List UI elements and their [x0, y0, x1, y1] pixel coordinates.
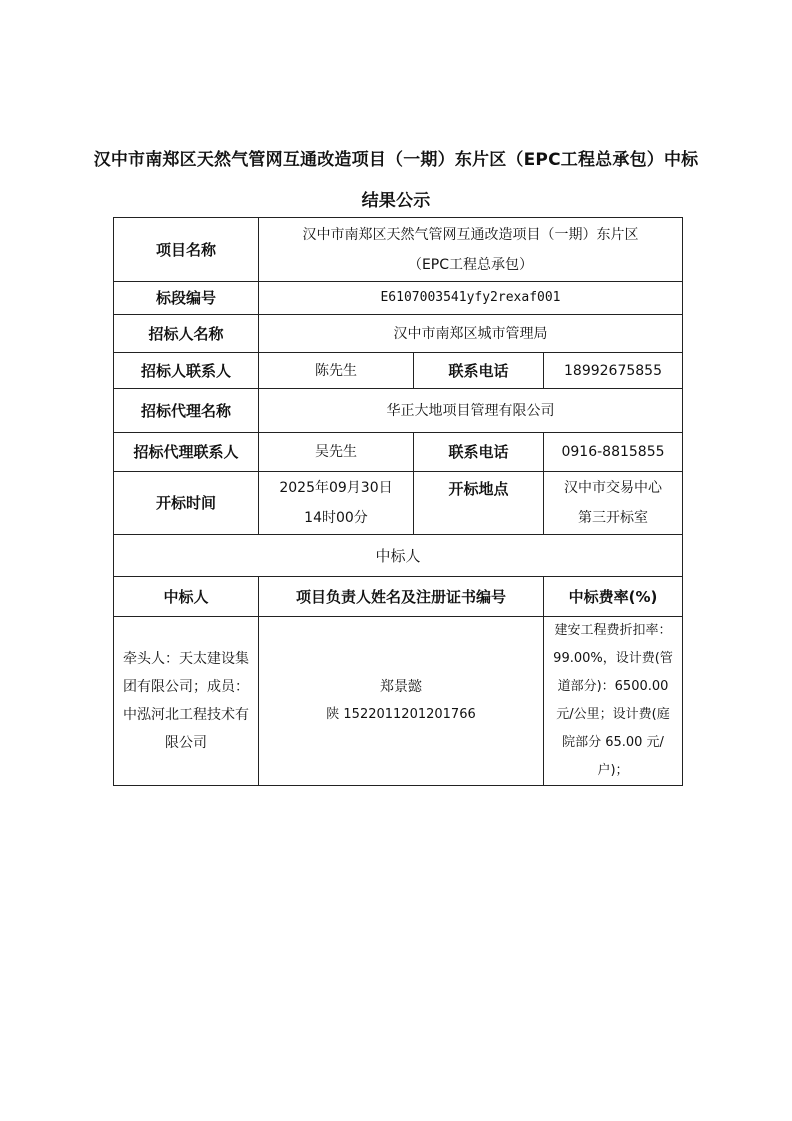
agent-contact-label: 招标代理联系人	[114, 433, 259, 472]
tenderer-contact-value: 陈先生	[259, 353, 414, 389]
section-code-label: 标段编号	[114, 282, 259, 315]
open-place-value	[544, 472, 683, 535]
table-row	[114, 282, 683, 315]
table-row	[114, 353, 683, 389]
open-time-value	[259, 472, 414, 535]
project-name-line2: （EPC工程总承包）	[407, 256, 534, 273]
winner-line: 限公司	[165, 735, 207, 751]
open-time-line1: 2025年09月30日	[279, 480, 393, 496]
col-fee-header: 中标费率(%)	[544, 577, 683, 617]
page-title: 汉中市南郑区天然气管网互通改造项目（一期）东片区（EPC工程总承包）中标	[93, 150, 699, 170]
agent-phone-value: 0916-8815855	[544, 433, 683, 472]
table-row	[114, 433, 683, 472]
project-name-line1: 汉中市南郑区天然气管网互通改造项目（一期）东片区	[302, 226, 639, 243]
table-row	[114, 315, 683, 353]
table-row	[114, 218, 683, 282]
fee-line: 户)；	[597, 763, 629, 778]
manager-value	[259, 617, 544, 786]
fee-line: 院部分 65.00 元/	[562, 735, 664, 750]
agent-label: 招标代理名称	[114, 389, 259, 433]
table-row	[114, 535, 683, 577]
fee-line: 元/公里；设计费(庭	[556, 707, 670, 722]
table-row	[114, 577, 683, 617]
winner-value	[114, 617, 259, 786]
tenderer-label: 招标人名称	[114, 315, 259, 353]
tenderer-value: 汉中市南郑区城市管理局	[259, 315, 683, 353]
winner-line: 团有限公司；成员：	[123, 679, 249, 695]
open-time-label: 开标时间	[114, 472, 259, 535]
project-name-label: 项目名称	[114, 218, 259, 282]
col-winner-header: 中标人	[114, 577, 259, 617]
table-row	[114, 617, 683, 786]
agent-value: 华正大地项目管理有限公司	[259, 389, 683, 433]
tenderer-phone-value: 18992675855	[544, 353, 683, 389]
winner-section-header: 中标人	[114, 535, 683, 577]
project-name-value	[259, 218, 683, 282]
fee-value	[544, 617, 683, 786]
bid-result-table	[113, 217, 683, 786]
table-row	[114, 389, 683, 433]
agent-contact-value: 吴先生	[259, 433, 414, 472]
agent-phone-label: 联系电话	[414, 433, 544, 472]
section-code-value: E6107003541yfy2rexaf001	[259, 282, 683, 315]
open-place-label: 开标地点	[414, 472, 544, 535]
tenderer-phone-label: 联系电话	[414, 353, 544, 389]
open-place-line1: 汉中市交易中心	[564, 480, 662, 496]
fee-line: 建安工程费折扣率：	[554, 623, 672, 638]
col-manager-header: 项目负责人姓名及注册证书编号	[259, 577, 544, 617]
manager-name: 郑景懿	[380, 679, 422, 695]
tenderer-contact-label: 招标人联系人	[114, 353, 259, 389]
winner-line: 牵头人：天太建设集	[123, 651, 249, 667]
manager-cert: 陕 1522011201201766	[326, 707, 476, 722]
fee-line: 99.00%，设计费(管	[553, 651, 673, 666]
open-time-line2: 14时00分	[304, 510, 368, 526]
winner-line: 中泓河北工程技术有	[123, 707, 249, 723]
open-place-line2: 第三开标室	[578, 510, 648, 526]
table-row	[114, 472, 683, 535]
page-title-line2: 结果公示	[361, 191, 431, 211]
fee-line: 道部分)：6500.00	[557, 679, 669, 694]
